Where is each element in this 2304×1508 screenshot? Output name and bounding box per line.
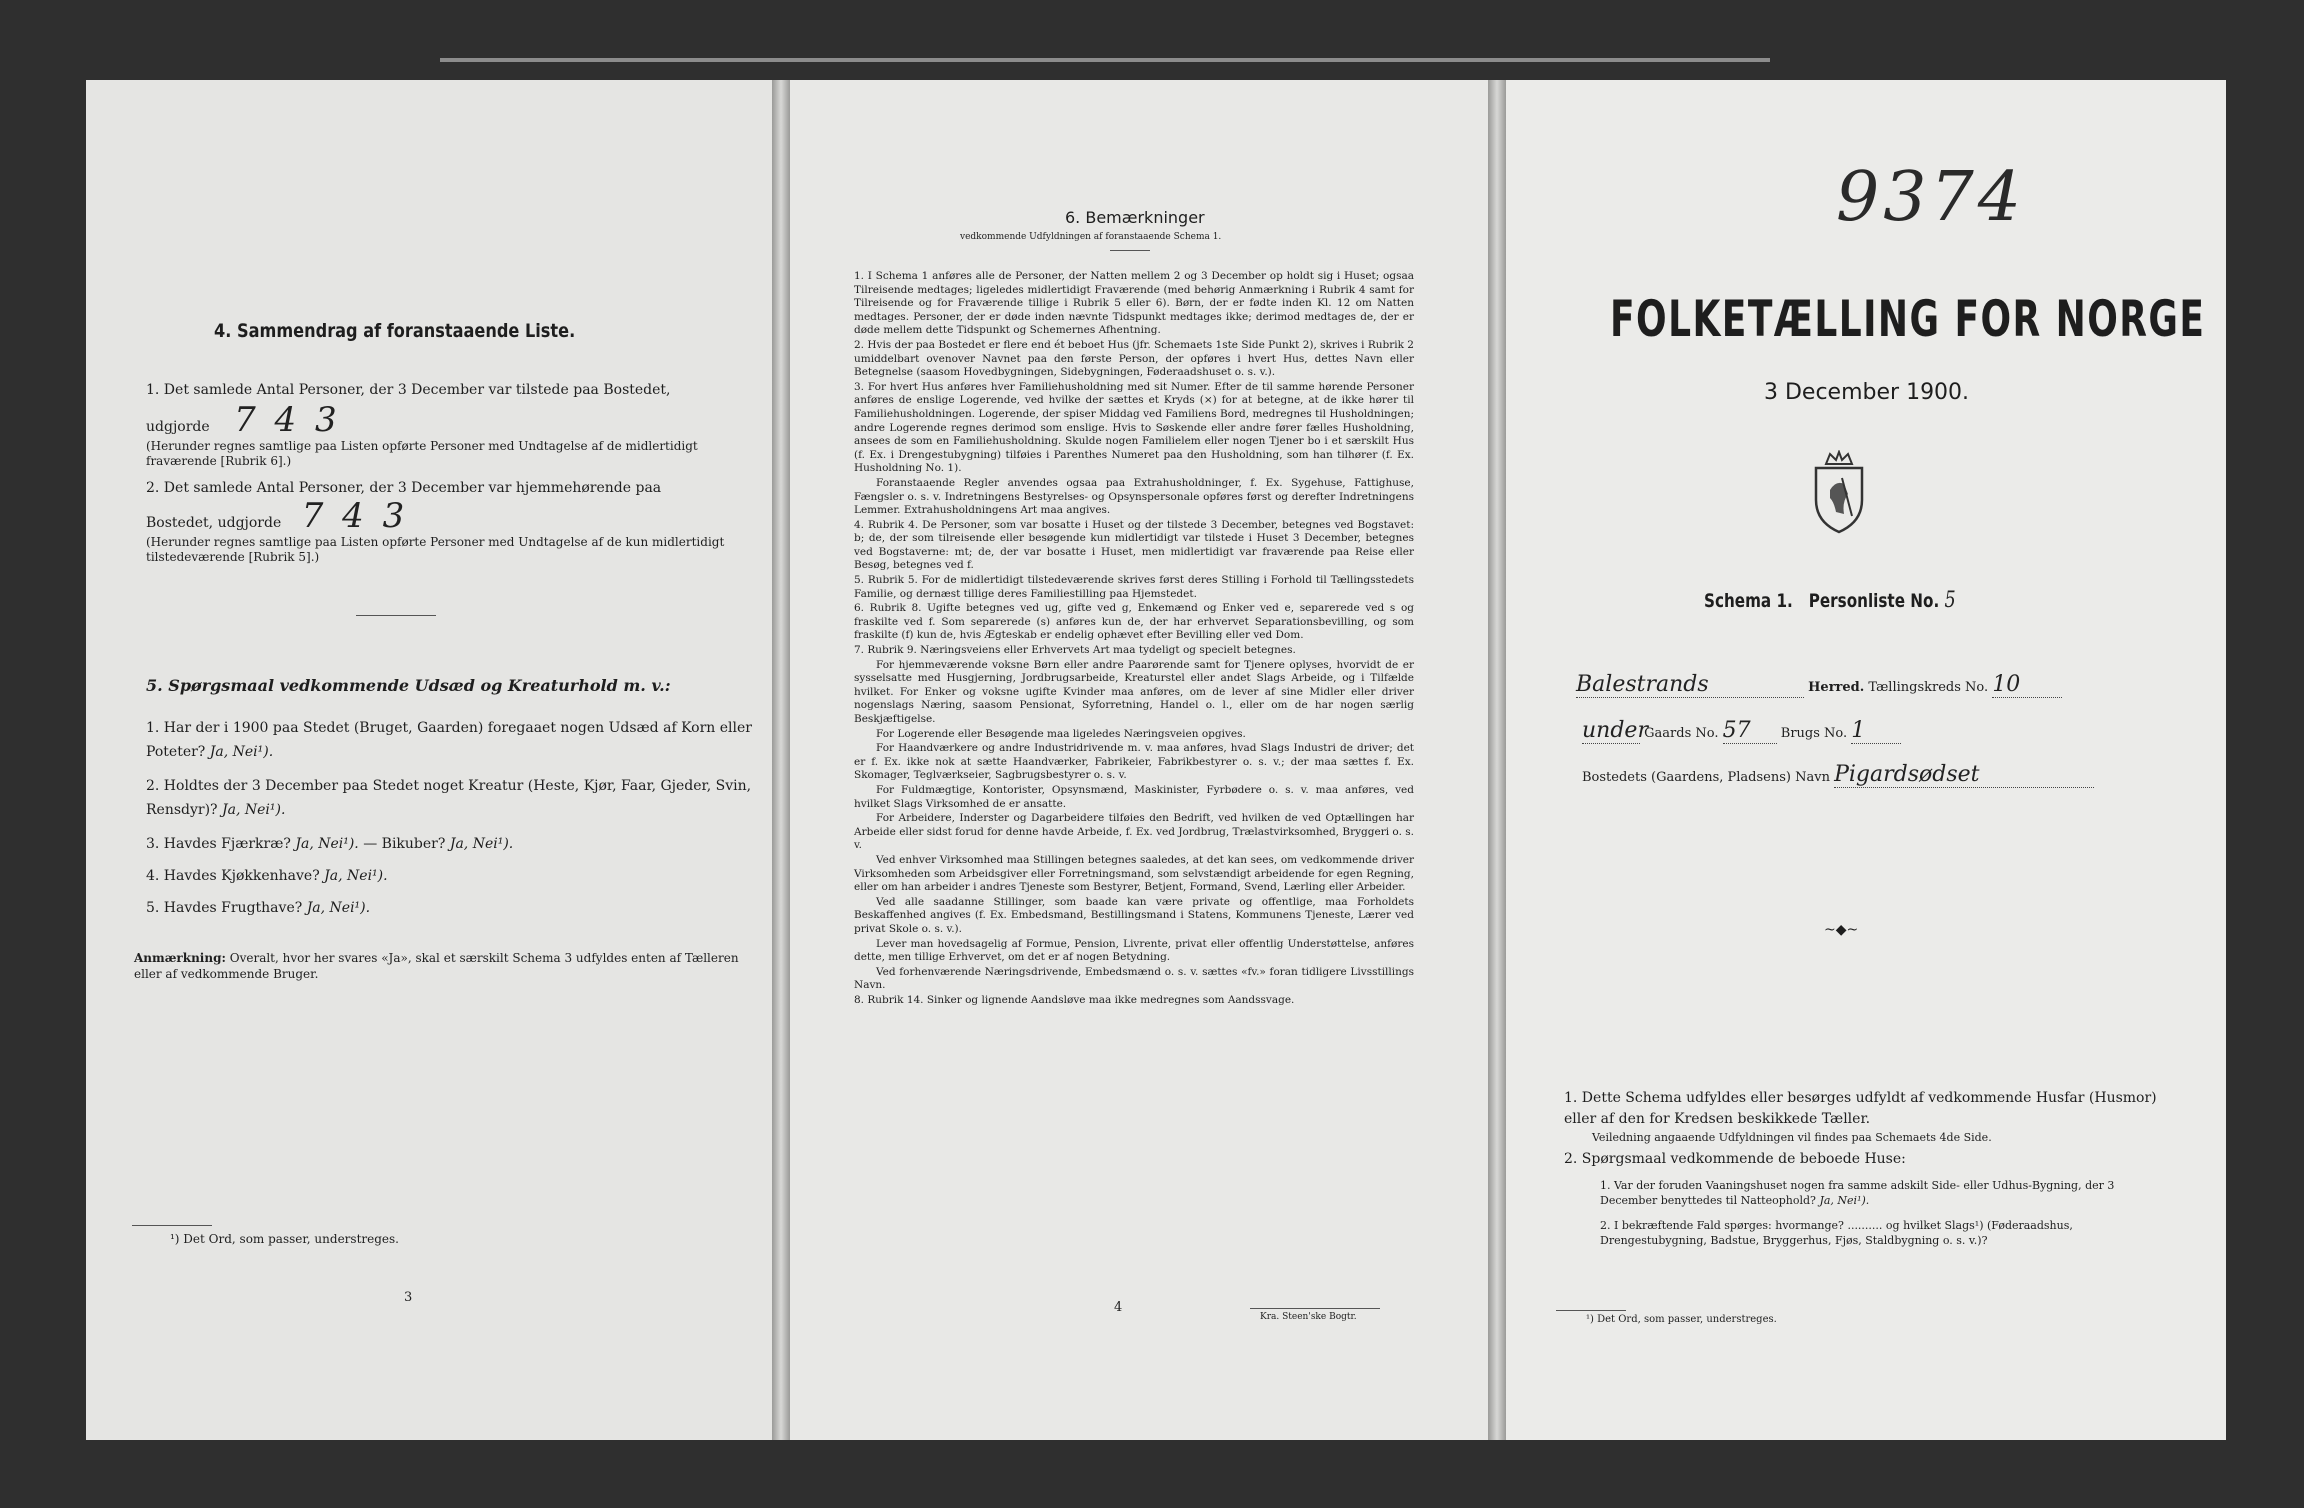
brugs-label: Brugs No. xyxy=(1780,726,1848,741)
question-4 xyxy=(146,864,756,888)
right-page xyxy=(1506,80,2226,1440)
annotation xyxy=(134,950,754,982)
bosted-label: Bostedets (Gaardens, Pladsens) Navn xyxy=(1582,770,1830,785)
remarks-subtitle: vedkommende Udfyldningen af foranstaaende Schema 1. xyxy=(960,232,1222,242)
remark-paragraph: 4. Rubrik 4. De Personer, som var bosatte i Huset og der tilstede 3 December, betegnes ved Bogstavet: b; de, der som tilreisende eller besøgende kun midlertidigt var tilstede i Huset 3 December, betegnes ved Bogstaverne: mt; de, der var bosatte i Huset, men midlertidigt var fraværende paa Reise eller Besøg, betegnes ved f. xyxy=(854,518,1414,572)
divider xyxy=(356,615,436,616)
page-number: 4 xyxy=(1114,1300,1123,1315)
remark-paragraph: Foranstaaende Regler anvendes ogsaa paa Extrahusholdninger, f. Ex. Sygehuse, Fattighuse, Fængsler o. s. v. Indretningens Bestyrelses- og Opsynspersonale opføres først og derefter Indretningens Lemmer. Extrahusholdningens Art maa angives. xyxy=(854,476,1414,517)
printer-rule xyxy=(1250,1308,1380,1309)
question-4-answer: Ja, Nei¹). xyxy=(324,868,388,884)
document-title: FOLKETÆLLING FOR NORGE xyxy=(1610,290,2206,348)
schema-label: Schema 1. xyxy=(1704,590,1793,612)
book-spine-2 xyxy=(1488,80,1506,1440)
question-3-text: 3. Havdes Fjærkræ? xyxy=(146,836,291,852)
remark-paragraph: For Logerende eller Besøgende maa ligeledes Næringsveien opgives. xyxy=(876,727,1246,740)
ornament-divider: ~◆~ xyxy=(1824,922,1859,938)
kreds-label: Tællingskreds No. xyxy=(1868,680,1989,695)
remark-paragraph: Ved forhenværende Næringsdrivende, Embedsmænd o. s. v. sættes «fv.» foran tidligere Livsstillings Navn. xyxy=(854,965,1414,992)
coat-of-arms-icon xyxy=(1808,450,1870,534)
bosted-value: Pigardsødset xyxy=(1834,762,2094,788)
remark-paragraph: 3. For hvert Hus anføres hver Familiehusholdning med sit Numer. Efter de til samme hørende Personer anføres de enslige Logerende, ved hvilke der sættes et Kryds (×) for at betegne, at de ikke hører til Familiehusholdningen. Logerende, der spiser Middag ved Familiens Bord, medregnes til Husholdningen; andre Logerende regnes derimod som enslige. Hvis to Søskende eller andre fører fælles Husholdning, ansees de som en Familiehusholdning. Skulde nogen Familielem eller nogen Tjener bo i et særskilt Hus (f. Ex. i Drengestubygning) tilføies i Parenthes Numeret paa den Husholdning, som han tilhører (f. Ex. Husholdning No. 1). xyxy=(854,380,1414,475)
summary-item-2 xyxy=(146,478,746,565)
instruction-2-q2: 2. I bekræftende Fald spørges: hvormange? .......... og hvilket Slags¹) (Føderaadshus, Drengestubygning, Badstue, Bryggerhus, Fjøs, Staldbygning o. s. v.)? xyxy=(1600,1219,2073,1247)
item2-handwritten-count: 7 4 3 xyxy=(301,496,409,536)
schema-line xyxy=(1704,588,1956,613)
top-edge-line xyxy=(440,58,1770,62)
left-page xyxy=(86,80,772,1440)
instruction-2-q1 xyxy=(1564,1178,2164,1208)
bosted-line xyxy=(1582,762,2202,788)
question-3-answer: Ja, Nei¹). xyxy=(295,836,359,852)
question-1 xyxy=(146,716,756,764)
personliste-label: Personliste No. xyxy=(1808,590,1940,612)
remark-paragraph: 7. Rubrik 9. Næringsveiens eller Erhvervets Art maa tydeligt og specielt betegnes. xyxy=(854,644,1296,657)
question-1-answer: Ja, Nei¹). xyxy=(209,744,274,760)
remark-paragraph: 8. Rubrik 14. Sinker og lignende Aandsløve maa ikke medregnes som Aandssvage. xyxy=(854,993,1295,1006)
question-1-text: 1. Har der i 1900 paa Stedet (Bruget, Gaarden) foregaaet nogen Udsæd af Korn eller Poteter? xyxy=(146,720,752,760)
herred-line xyxy=(1576,672,2176,698)
gaard-value: 57 xyxy=(1723,718,1777,744)
personliste-number: 5 xyxy=(1944,588,1956,613)
instruction-1: 1. Dette Schema udfyldes eller besørges udfyldt af vedkommende Husfar (Husmor) eller af den for Kredsen beskikkede Tæller. xyxy=(1564,1090,2157,1127)
herred-label: Herred. xyxy=(1808,680,1865,695)
printer-credit: Kra. Steen'ske Bogtr. xyxy=(1260,1312,1357,1322)
question-3b-text: — Bikuber? xyxy=(363,836,446,852)
instruction-1-sub: Veiledning angaaende Udfyldningen vil findes paa Schemaets 4de Side. xyxy=(1592,1131,1992,1144)
remarks-title: 6. Bemærkninger xyxy=(1065,208,1205,227)
remark-paragraph: Lever man hovedsagelig af Formue, Pension, Livrente, privat eller offentlig Understøttelse, anføres dette, men tillige Erhvervet, om det er af nogen Betydning. xyxy=(854,937,1414,964)
item2-note: (Herunder regnes samtlige paa Listen opførte Personer med Undtagelse af de kun midlertidigt tilstedeværende [Rubrik 5].) xyxy=(146,535,725,564)
footnote-rule xyxy=(132,1225,212,1226)
item1-note: (Herunder regnes samtlige paa Listen opførte Personer med Undtagelse af de midlertidigt fraværende [Rubrik 6].) xyxy=(146,439,698,468)
section5-title: 5. Spørgsmaal vedkommende Udsæd og Kreaturhold m. v.: xyxy=(146,676,671,695)
footnote: ¹) Det Ord, som passer, understreges. xyxy=(1586,1314,1777,1325)
remark-paragraph: For hjemmeværende voksne Børn eller andre Paarørende samt for Tjenere oplyses, hvorvidt de er sysselsatte med Husgjerning, Jordbrugsarbeide, Kreaturstel eller andet Slags Arbeide, og i Tilfælde hvilket. For Enker og voksne ugifte Kvinder maa anføres, om de lever af sine Midler eller driver nogenslags Næring, saasom Pensionat, Syforretning, Handel o. l., eller om de har nogen særlig Beskjæftigelse. xyxy=(854,658,1414,725)
gaard-label: Gaards No. xyxy=(1644,726,1719,741)
remark-paragraph: Ved alle saadanne Stillinger, som baade kan være private og offentlige, maa Forholdets Beskaffenhed angives (f. Ex. Embedsmand, Bestillingsmand i Statens, Kommunens Tjeneste, Lærer ved privat Skole o. s. v.). xyxy=(854,895,1414,935)
question-5-text: 5. Havdes Frugthave? xyxy=(146,900,303,916)
item1-text: 1. Det samlede Antal Personer, der 3 December var tilstede paa Bostedet, xyxy=(146,382,671,398)
page-number: 3 xyxy=(404,1290,413,1305)
question-2-text: 2. Holdtes der 3 December paa Stedet noget Kreatur (Heste, Kjør, Faar, Gjeder, Svin, Rensdyr)? xyxy=(146,778,752,818)
census-date: 3 December 1900. xyxy=(1764,380,1970,405)
instruction-2-q1-answer: Ja, Nei¹). xyxy=(1819,1194,1870,1207)
remark-paragraph: 2. Hvis der paa Bostedet er flere end ét beboet Hus (jfr. Schemaets 1ste Side Punkt 2), skrives i Rubrik 2 umiddelbart ovenover Navnet paa den første Person, der opføres i hvert Hus, dettes Navn eller Betegnelse (saasom Hovedbygningen, Sidebygningen, Føderaadshuset o. s. v.). xyxy=(854,338,1414,379)
instruction-2: 2. Spørgsmaal vedkommende de beboede Huse: xyxy=(1564,1151,1906,1167)
brugs-value: 1 xyxy=(1851,718,1901,744)
remark-paragraph: 5. Rubrik 5. For de midlertidigt tilstedeværende skrives først deres Stilling i Forhold til Tællingsstedets Familie, og dernæst tillige deres Familiestilling paa Hjemstedet. xyxy=(854,574,1414,600)
section4-title: 4. Sammendrag af foranstaaende Liste. xyxy=(214,320,576,342)
remark-paragraph: For Arbeidere, Inderster og Dagarbeidere tilføies den Bedrift, ved hvilken de ved Optællingen har Arbeide eller sidst forud for denne havde Arbeide, f. Ex. ved Jordbrug, Trælastvirksomhed, Bryggeri o. s. v. xyxy=(854,812,1414,852)
item2-text: 2. Det samlede Antal Personer, der 3 December var hjemmehørende paa xyxy=(146,480,662,496)
remark-paragraph: For Haandværkere og andre Industridrivende m. v. maa anføres, hvad Slags Industri de driver; det er f. Ex. ikke nok at sætte Haandværker, Fabrikeier, Fabrikbestyrer o. s. v.; der maa sættes f. Ex. Skomager, Teglværkseier, Sagbrugsbestyrer o. s. v. xyxy=(854,742,1414,782)
item2-prefix: Bostedet, udgjorde xyxy=(146,515,282,531)
remarks-list xyxy=(854,270,1414,1008)
footnote: ¹) Det Ord, som passer, understreges. xyxy=(170,1232,399,1246)
middle-page xyxy=(790,80,1500,1440)
question-2-answer: Ja, Nei¹). xyxy=(222,802,286,818)
question-5-answer: Ja, Nei¹). xyxy=(306,900,371,916)
kreds-value: 10 xyxy=(1992,672,2062,698)
question-4-text: 4. Havdes Kjøkkenhave? xyxy=(146,868,320,884)
question-5 xyxy=(146,896,756,920)
item1-handwritten-count: 7 4 3 xyxy=(234,400,341,440)
item1-prefix: udgjorde xyxy=(146,419,210,435)
annotation-text: Overalt, hvor her svares «Ja», skal et særskilt Schema 3 udfyldes enten af Tælleren eller af vedkommende Bruger. xyxy=(134,951,739,981)
remark-paragraph: 1. I Schema 1 anføres alle de Personer, der Natten mellem 2 og 3 December op holdt sig i Huset; ogsaa Tilreisende medtages; ligeledes midlertidigt Fraværende (med behørig Anmærkning i Rubrik 4 samt for Tilreisende og for Fraværende tillige i Rubrik 5 eller 6). Børn, der er fødte inden Kl. 12 om Natten medtages. Personer, der er døde inden nævnte Tidspunkt medtages ikke; derimod medtages de, der er døde mellem dette Tidspunkt og Schemernes Afhentning. xyxy=(854,270,1414,337)
section5-questions xyxy=(146,716,756,923)
remark-paragraph: For Fuldmægtige, Kontorister, Opsynsmænd, Maskinister, Fyrbødere o. s. v. maa anføres, ved hvilket Slags Virksomhed de er ansatte. xyxy=(854,783,1414,810)
footnote-rule xyxy=(1556,1310,1626,1311)
gaard-prefix: under xyxy=(1582,718,1648,743)
book-spine xyxy=(772,80,790,1440)
handwritten-archive-number: 9374 xyxy=(1836,158,2026,237)
question-3 xyxy=(146,832,756,856)
summary-item-1 xyxy=(146,380,746,469)
remark-paragraph: Ved enhver Virksomhed maa Stillingen betegnes saaledes, at det kan sees, om vedkommende driver Virksomheden som Arbeidsgiver eller Forretningsmand, som selvstændigt arbeidende for egen Regning, eller om han arbeider i andres Tjeneste som Bestyrer, Betjent, Formand, Svend, Lærling eller Arbeider. xyxy=(854,853,1414,894)
instructions xyxy=(1564,1088,2164,1248)
question-3b-answer: Ja, Nei¹). xyxy=(449,836,514,852)
remark-paragraph: 6. Rubrik 8. Ugifte betegnes ved ug, gifte ved g, Enkemænd og Enker ved e, separerede ved s og fraskilte ved f. Som separerede (s) anføres kun de, der har erhvervet Separationsbevilling, og som fraskilte (f) kun de, hvis Ægteskab er endelig ophævet efter Bevilling eller ved Dom. xyxy=(854,602,1414,642)
annotation-label: Anmærkning: xyxy=(134,951,226,965)
herred-value: Balestrands xyxy=(1576,672,1804,698)
question-2 xyxy=(146,774,756,822)
title-rule xyxy=(1110,250,1150,251)
instruction-2-q1-text: 1. Var der foruden Vaaningshuset nogen fra samme adskilt Side- eller Udhus-Bygning, der 3 December benyttedes til Natteophold? xyxy=(1600,1179,2115,1207)
gaard-line xyxy=(1582,718,2182,744)
